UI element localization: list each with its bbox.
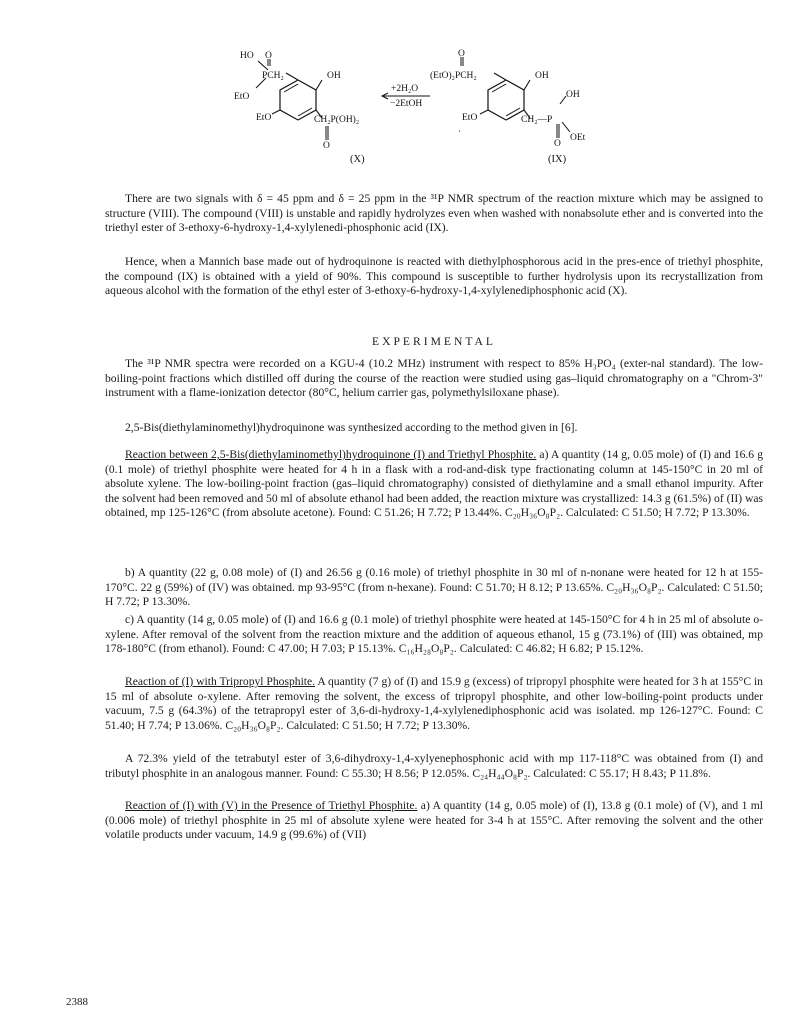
- subsection-title: Reaction of (I) with (V) in the Presence of Triethyl Phosphite.: [125, 799, 418, 812]
- subsection-title: Reaction between 2,5-Bis(diethylaminomethyl)hydroquinone (I) and Triethyl Phosphite.: [125, 448, 537, 461]
- page-number: 2388: [66, 996, 88, 1008]
- group-eto-p: EtO: [234, 92, 250, 102]
- subsection-title: Reaction of (I) with Tripropyl Phosphite.: [125, 675, 316, 688]
- structure-x: [234, 51, 359, 151]
- paragraph-tripropyl: [105, 675, 763, 733]
- paragraph-body: A quantity (7 g) of (I) and 15.9 g (excess) of tripropyl phosphite were heated for 3 h at 155°C in 15 ml of absolute o-xylene. After removing the solvent, the excess of tripropyl phosphite, and other low-boiling-point products under vacuum, 7.5 g (64.3%) of the tetrapropyl ester of 3,6-di-hydroxy-1,4-xylylenediphosphonic acid was isolated. mp 126-127°C. Found: C 51.40; H 7.74; P 13.06%. C₂₀H₃₆O₈P₂. Calculated: C 51.50; H 7.72; P 13.30%.: [105, 675, 763, 732]
- paragraph-text: [105, 675, 763, 733]
- paragraph-body: a) A quantity (14 g, 0.05 mole) of (I), 13.8 g (0.1 mole) of (V), and 1 ml (0.006 mole) of triethyl phosphite in 25 ml of absolute xylene were heated for 3-4 h at 155°C. After removing the solvent and the other volatile products under vacuum, 14.9 g (99.6%) of (VII): [105, 799, 763, 842]
- paragraph-part-c: [105, 613, 763, 657]
- structure-ix: [430, 49, 586, 149]
- paragraph-part-b: [105, 566, 763, 610]
- paragraph-text: [105, 448, 763, 521]
- arrow-top-label: +2H₂O: [391, 84, 419, 94]
- label-ix: (IX): [548, 154, 567, 165]
- paragraph-text: c) A quantity (14 g, 0.05 mole) of (I) and 16.6 g (0.1 mole) of triethyl phosphite were heated at 145-150°C for 4 h in 25 ml of absolute o-xylene. After removal of the solvent from the reaction mixture and the addition of aqueous ethanol, 15 g (73.1%) of (III) was obtained, mp 178-180°C (from ethanol). Found: C 47.00; H 7.03; P 15.13%. C₁₆H₂₈O₈P₂. Calculated: C 46.82; H 6.82; P 15.12%.: [105, 613, 763, 656]
- paragraph-text: Hence, when a Mannich base made out of hydroquinone is reacted with diethylphosphorous acid in the pres-ence of triethyl phosphite, the compound (IX) is obtained with a yield of 90%. This compound is susceptible to further hydrolysis upon its recrystallization from aqueous alcohol with the formation of the ethyl ester of 3-ethoxy-6-hydroxy-1,4-xylylenediphosphonic acid (X).: [105, 255, 763, 298]
- paragraph-nmr-signals: [105, 192, 763, 236]
- paragraph-mannich-base: [105, 255, 763, 299]
- group-ho: HO: [240, 51, 254, 61]
- paragraph-text: There are two signals with δ = 45 ppm and δ = 25 ppm in the ³¹P NMR spectrum of the reaction mixture which may be assigned to structure (VIII). The compound (VIII) is unstable and rapidly hydrolyzes even when washed with nonabsolute ether and is converted into the triethyl ester of 3-ethoxy-6-hydroxy-1,4-xylylenedi-phosphonic acid (IX).: [105, 192, 763, 235]
- group-oet: OEt: [570, 133, 586, 143]
- stray-dot: ·: [458, 127, 462, 137]
- paragraph-text: A 72.3% yield of the tetrabutyl ester of 3,6-dihydroxy-1,4-xylyenephosphonic acid with mp 117-118°C was obtained from (I) and tributyl phosphite in an analogous manner. Found: C 55.30; H 8.56; P 12.05%. C₂₄H₄₄O₈P₂. Calculated: C 55.17; H 8.43; P 11.8%.: [105, 752, 763, 780]
- paragraph-text: [105, 799, 763, 843]
- paragraph-tetrabutyl: [105, 752, 763, 781]
- reaction-scheme: [0, 0, 807, 172]
- paragraph-body: a) A quantity (14 g, 0.05 mole) of (I) and 16.6 g (0.1 mole) of triethyl phosphite were heated for 4 h in a flask with a rod-and-disk type fractionating column at 145-150°C in 20 ml of absolute xylene. The low-boiling-point fraction (gas–liquid chromatography) consisted of diethylamine and a small ethanol impurity. After the solvent had been removed and 50 ml of absolute ethanol had been added, the reaction mixture was crystallized: 14.3 g (61.5%) of (II) was obtained, mp 125-126°C (from absolute acetone). Found: C 51.26; H 7.72; P 13.44%. C₂₀H₃₆O₈P₂. Calculated: C 51.50; H 7.72; P 13.30%.: [105, 448, 763, 520]
- arrow-bottom-label: −2EtOH: [390, 99, 423, 109]
- group-o-bottom: O: [323, 141, 330, 151]
- group-o-bottom-right: O: [554, 139, 561, 149]
- paragraph-nmr-instrument: [105, 357, 763, 401]
- paragraph-reaction-triethyl: [105, 448, 763, 521]
- group-oh: OH: [327, 71, 341, 81]
- group-oh-p: OH: [566, 90, 580, 100]
- label-x: (X): [350, 154, 365, 165]
- paragraph-synthesis-ref: [105, 421, 763, 436]
- group-eto2pch2: (EtO)₂PCH₂: [430, 71, 477, 81]
- section-heading-experimental: EXPERIMENTAL: [372, 335, 496, 348]
- group-ch2-p: CH₂—P: [521, 115, 553, 125]
- group-o-top: O: [458, 49, 465, 59]
- group-eto-ring: EtO: [256, 113, 272, 123]
- reaction-arrow: [382, 84, 430, 109]
- paragraph-text: 2,5-Bis(diethylaminomethyl)hydroquinone was synthesized according to the method given in [6].: [125, 421, 578, 434]
- paragraph-text: The ³¹P NMR spectra were recorded on a KGU-4 (10.2 MHz) instrument with respect to 85% H₃PO₄ (exter-nal standard). The low-boiling-point fractions which distilled off during the course of the reaction were studied using gas–liquid chromatography on a "Chrom-3" instrument with a flame-ionization detector (80°C, helium carrier gas, polymethylsiloxane phase).: [105, 357, 763, 400]
- paragraph-reaction-v: [105, 799, 763, 843]
- paragraph-text: b) A quantity (22 g, 0.08 mole) of (I) and 26.56 g (0.16 mole) of triethyl phosphite in 30 ml of n-nonane were heated for 12 h at 155-170°C. 22 g (59%) of (IV) was obtained. mp 93-95°C (from n-hexane). Found: C 51.70; H 8.12; P 13.65%. C₂₀H₃₆O₈P₂. Calculated: C 51.50; H 7.72; P 13.30%.: [105, 566, 763, 609]
- group-oh-ring: OH: [535, 71, 549, 81]
- group-eto-ring-right: EtO: [462, 113, 478, 123]
- group-o: O: [265, 51, 272, 61]
- group-pch2: PCH₂: [262, 71, 284, 81]
- group-ch2p-oh2: CH₂P(OH)₂: [314, 115, 360, 125]
